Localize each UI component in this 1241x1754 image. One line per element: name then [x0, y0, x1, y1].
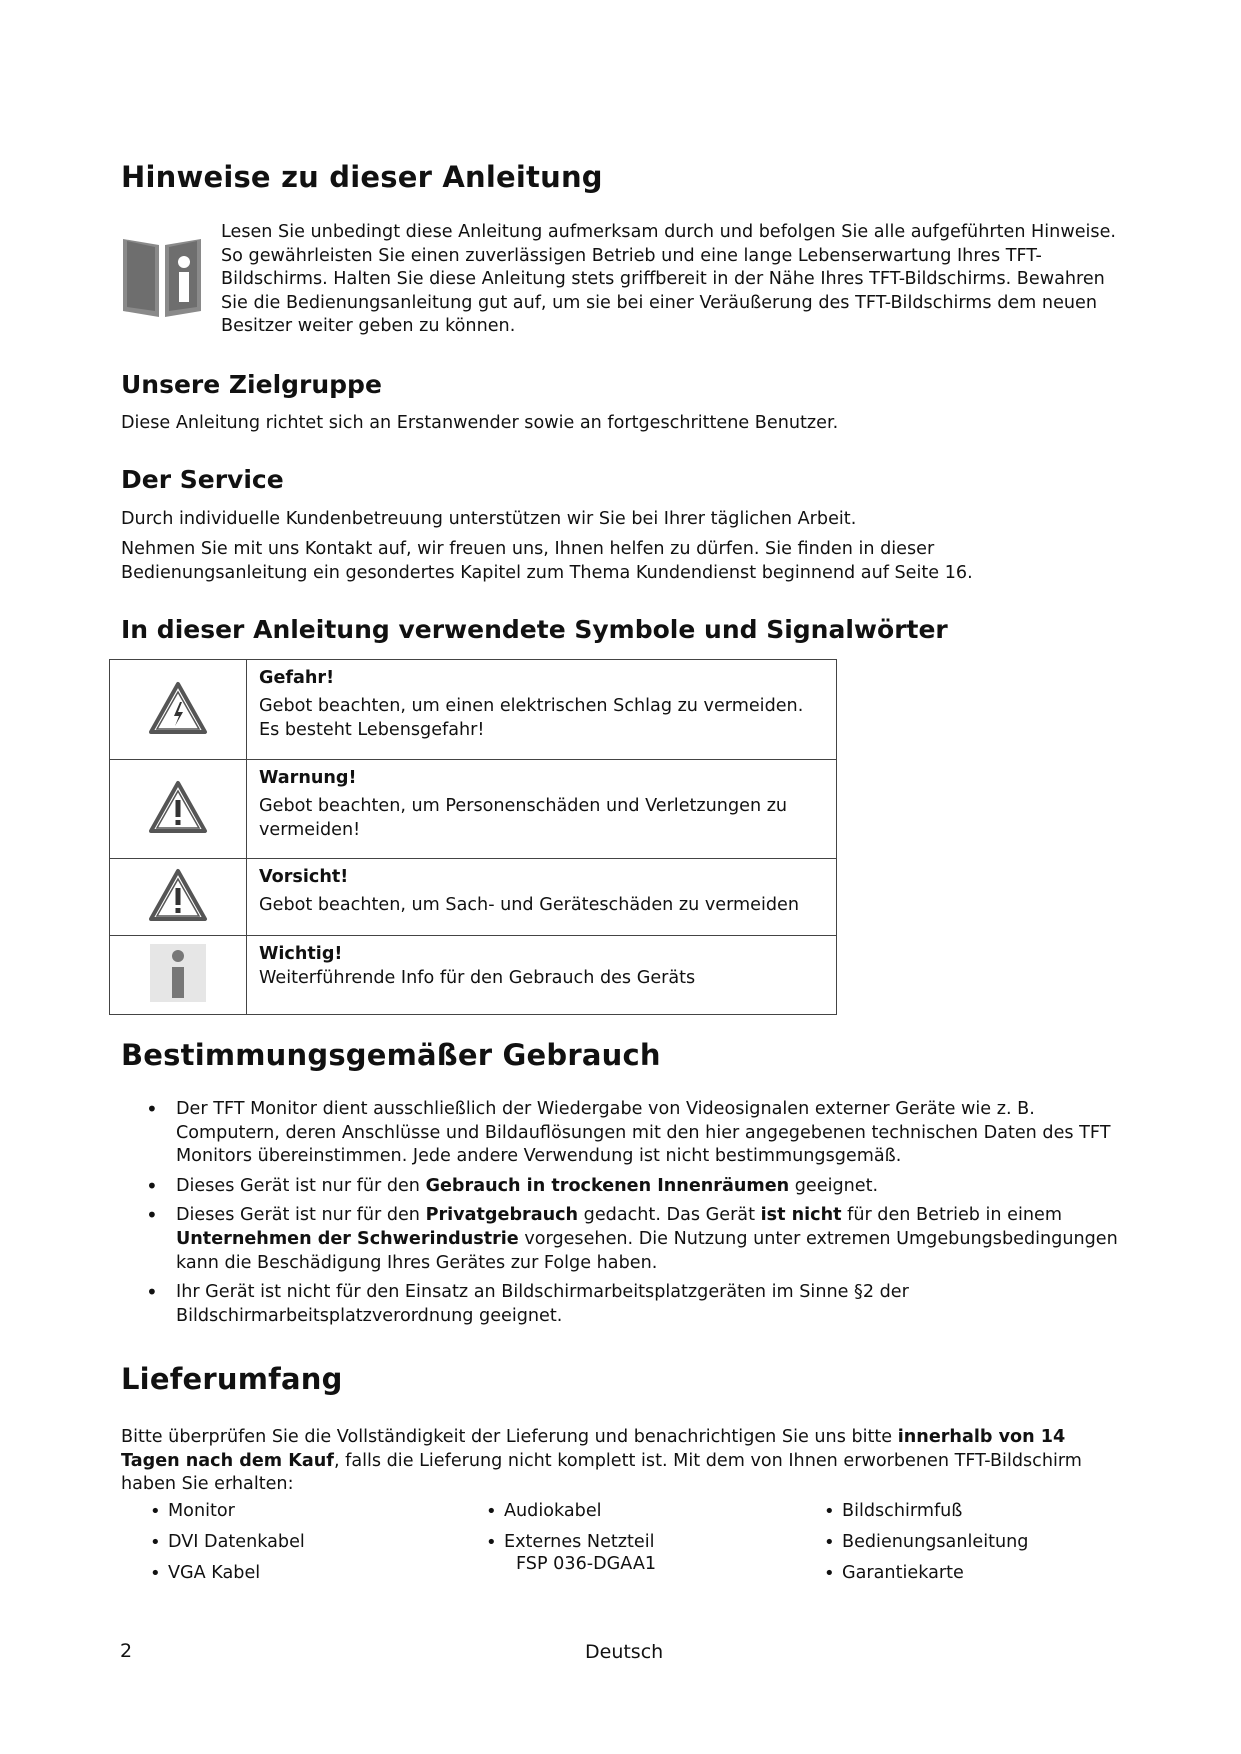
symbol-row-warning: [110, 760, 837, 859]
symbol-text: Gebot beachten, um Sach- und Geräteschäden zu vermeiden: [259, 895, 800, 915]
symbol-text: Gebot beachten, um einen elektrischen Schlag zu vermeiden.: [259, 696, 804, 716]
list-item: • Dieses Gerät ist nur für den Privatgebrauch gedacht. Das Gerät ist nicht für den Betrieb in einem Unternehmen der Schwerindustrie vorgesehen. Die Nutzung unter extremen Umgebungsbedingungen kann die Beschädigung Ihres Gerätes zur Folge haben.: [146, 1204, 1136, 1275]
symbol-row-important: [110, 936, 837, 1015]
heading-notes: Hinweise zu dieser Anleitung: [121, 160, 603, 194]
heading-delivery: Lieferumfang: [121, 1362, 343, 1396]
list-item: • Ihr Gerät ist nicht für den Einsatz an Bildschirmarbeitsplatzgeräten im Sinne §2 der Bildschirmarbeitsplatzverordnung geeignet.: [146, 1281, 1136, 1328]
list-item-subline: FSP 036-DGAA1: [516, 1553, 657, 1574]
list-item: • Monitor: [150, 1500, 305, 1524]
list-item: • Bildschirmfuß: [824, 1500, 1028, 1524]
list-item: • VGA Kabel: [150, 1562, 305, 1586]
service-paragraph-2: Nehmen Sie mit uns Kontakt auf, wir freuen uns, Ihnen helfen zu dürfen. Sie finden in dieser Bedienungsanleitung ein gesondertes Kapitel zum Thema Kundendienst beginnend auf Seite 16.: [121, 539, 973, 583]
symbols-table: [109, 659, 837, 1015]
symbol-row-caution: [110, 859, 837, 936]
symbol-title: Vorsicht!: [259, 867, 349, 887]
page-number: 2: [120, 1640, 133, 1662]
footer-language: Deutsch: [585, 1641, 664, 1663]
notes-paragraph: Lesen Sie unbedingt diese Anleitung aufmerksam durch und befolgen Sie alle aufgeführten Hinweise. So gewährleisten Sie einen zuverlässigen Betrieb und eine lange Lebenserwartung Ihres TFT-Bildschirms. Halten Sie diese Anleitung stets griffbereit in der Nähe Ihres TFT-Bildschirms. Bewahren Sie die Bedienungsanleitung gut auf, um sie bei einer Veräußerung des TFT-Bildschirms dem neuen Besitzer weiter geben zu können.: [221, 222, 1117, 337]
electric-hazard-icon: [148, 720, 208, 739]
intended-use-list: [146, 1098, 1136, 1334]
delivery-column-2: [486, 1500, 656, 1584]
list-item: • Garantiekarte: [824, 1562, 1028, 1586]
heading-service: Der Service: [121, 465, 284, 494]
list-item: • DVI Datenkabel: [150, 1531, 305, 1555]
info-icon: [150, 987, 206, 1006]
list-item: • Audiokabel: [486, 1500, 656, 1524]
symbol-text: Gebot beachten, um Personenschäden und Verletzungen zu: [259, 796, 788, 816]
list-item: • Der TFT Monitor dient ausschließlich der Wiedergabe von Videosignalen externer Geräte wie z. B. Computern, deren Anschlüsse und Bildauflösungen mit den hier angegebenen technischen Daten des TFT Monitors übereinstimmen. Jede andere Verwendung ist nicht bestimmungsgemäß.: [146, 1098, 1136, 1169]
list-item: • Bedienungsanleitung: [824, 1531, 1028, 1555]
info-book-icon: [121, 233, 203, 317]
service-paragraph-1: Durch individuelle Kundenbetreuung unterstützen wir Sie bei Ihrer täglichen Arbeit.: [121, 509, 857, 529]
delivery-paragraph: Bitte überprüfen Sie die Vollständigkeit der Lieferung und benachrichtigen Sie uns bitte innerhalb von 14 Tagen nach dem Kauf, falls die Lieferung nicht komplett ist. Mit dem von Ihnen erworbenen TFT-Bildschirm haben Sie erhalten:: [121, 1427, 1082, 1495]
symbol-title: Gefahr!: [259, 668, 335, 688]
heading-symbols: In dieser Anleitung verwendete Symbole und Signalwörter: [121, 615, 948, 644]
symbol-text: Weiterführende Info für den Gebrauch des Geräts: [259, 968, 696, 988]
symbol-text: vermeiden!: [259, 820, 361, 840]
heading-intended-use: Bestimmungsgemäßer Gebrauch: [121, 1038, 661, 1072]
symbol-title: Warnung!: [259, 768, 357, 788]
list-item: • Dieses Gerät ist nur für den Gebrauch in trockenen Innenräumen geeignet.: [146, 1175, 1136, 1199]
symbol-row-danger: [110, 660, 837, 760]
list-item: • Externes Netzteil: [486, 1531, 656, 1555]
warning-icon: [148, 819, 208, 838]
symbol-text: Es besteht Lebensgefahr!: [259, 720, 485, 740]
caution-icon: [148, 907, 208, 926]
delivery-column-1: [150, 1500, 305, 1593]
audience-paragraph: Diese Anleitung richtet sich an Erstanwender sowie an fortgeschrittene Benutzer.: [121, 413, 839, 433]
heading-audience: Unsere Zielgruppe: [121, 370, 382, 399]
delivery-column-3: [824, 1500, 1028, 1593]
symbol-title: Wichtig!: [259, 944, 343, 964]
